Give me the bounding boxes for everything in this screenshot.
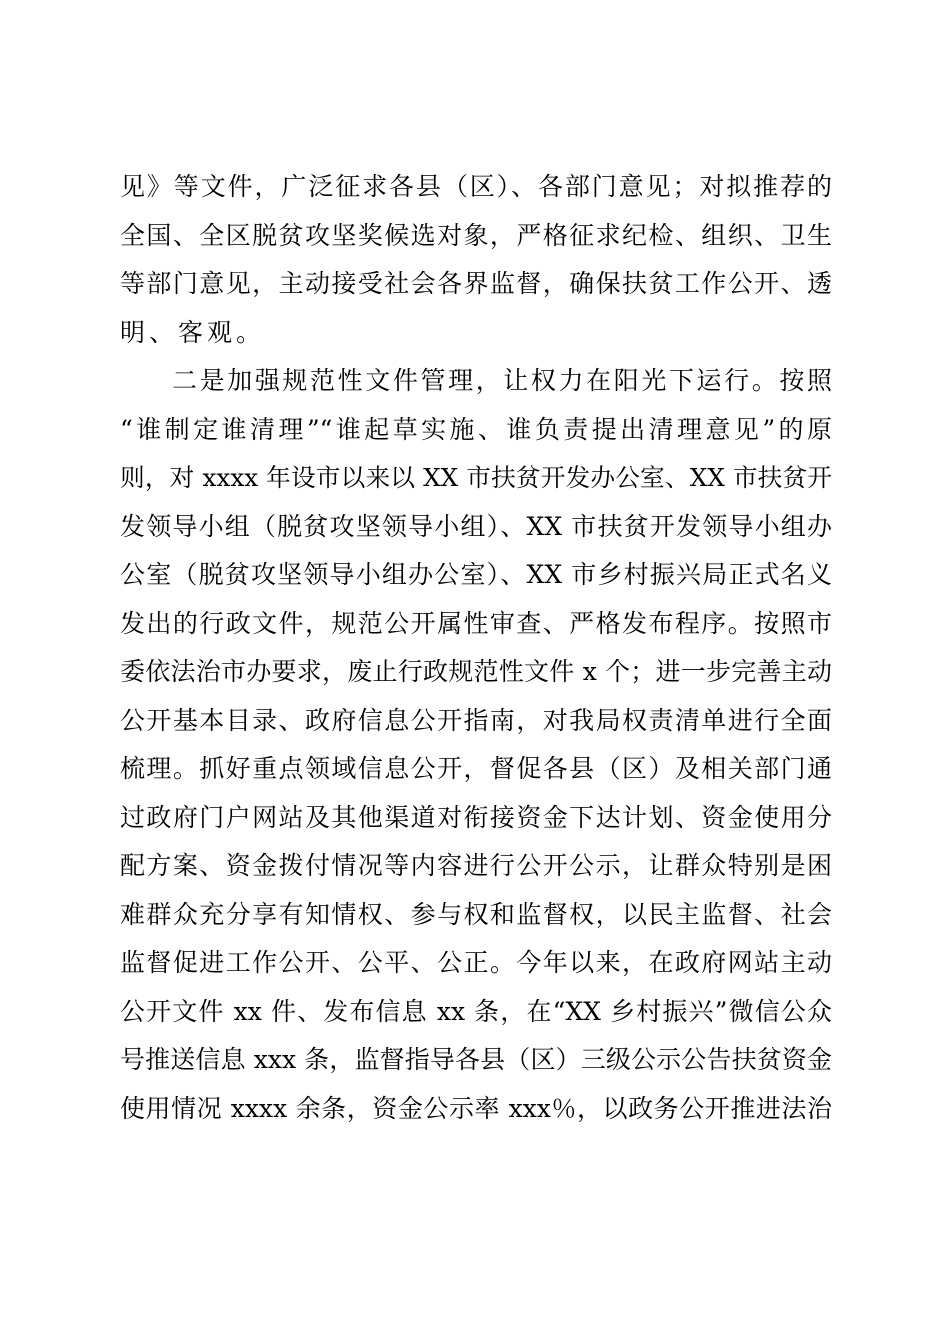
text-line: 全国、全区脱贫攻坚奖候选对象，严格征求纪检、组织、卫生: [120, 220, 832, 250]
paragraph-1: [120, 163, 832, 357]
text-line: 发出的行政文件，规范公开属性审查、严格发布程序。按照市: [120, 608, 832, 638]
text-line: 见》等文件，广泛征求各县（区）、各部门意见；对拟推荐的: [120, 172, 832, 201]
text-line: 公开基本目录、政府信息公开指南，对我局权责清单进行全面: [120, 705, 832, 735]
text-line: 则，对 xxxx 年设市以来以 XX 市扶贫开发办公室、XX 市扶贫开: [120, 463, 832, 492]
text-line: 等部门意见，主动接受社会各界监督，确保扶贫工作公开、透: [120, 269, 832, 298]
text-line: 二是加强规范性文件管理，让权力在阳光下运行。按照: [172, 366, 832, 395]
document-body: [120, 163, 832, 1133]
text-line: 委依法治市办要求，废止行政规范性文件 x 个；进一步完善主动: [120, 657, 832, 686]
text-line: 公室（脱贫攻坚领导小组办公室）、XX 市乡村振兴局正式名义: [120, 560, 832, 589]
text-line: 使用情况 xxxx 余条，资金公示率 xxx％，以政务公开推进法治: [120, 1093, 832, 1123]
text-line: 明、客观。: [120, 317, 266, 347]
text-line: 公开文件 xx 件、发布信息 xx 条，在“XX 乡村振兴”微信公众: [120, 996, 832, 1026]
text-line: 监督促进工作公开、公平、公正。今年以来，在政府网站主动: [120, 948, 832, 977]
text-line: 配方案、资金拨付情况等内容进行公开公示，让群众特别是困: [120, 851, 832, 880]
text-line: 梳理。抓好重点领域信息公开，督促各县（区）及相关部门通: [120, 754, 832, 783]
text-line: “谁制定谁清理”“谁起草实施、谁负责提出清理意见”的原: [120, 414, 832, 444]
text-line: 发领导小组（脱贫攻坚领导小组）、XX 市扶贫开发领导小组办: [120, 511, 832, 541]
text-line: 难群众充分享有知情权、参与权和监督权，以民主监督、社会: [120, 899, 832, 929]
text-line: 过政府门户网站及其他渠道对衔接资金下达计划、资金使用分: [120, 802, 832, 832]
paragraph-2: [120, 357, 832, 1133]
text-line: 号推送信息 xxx 条，监督指导各县（区）三级公示公告扶贫资金: [120, 1045, 832, 1074]
